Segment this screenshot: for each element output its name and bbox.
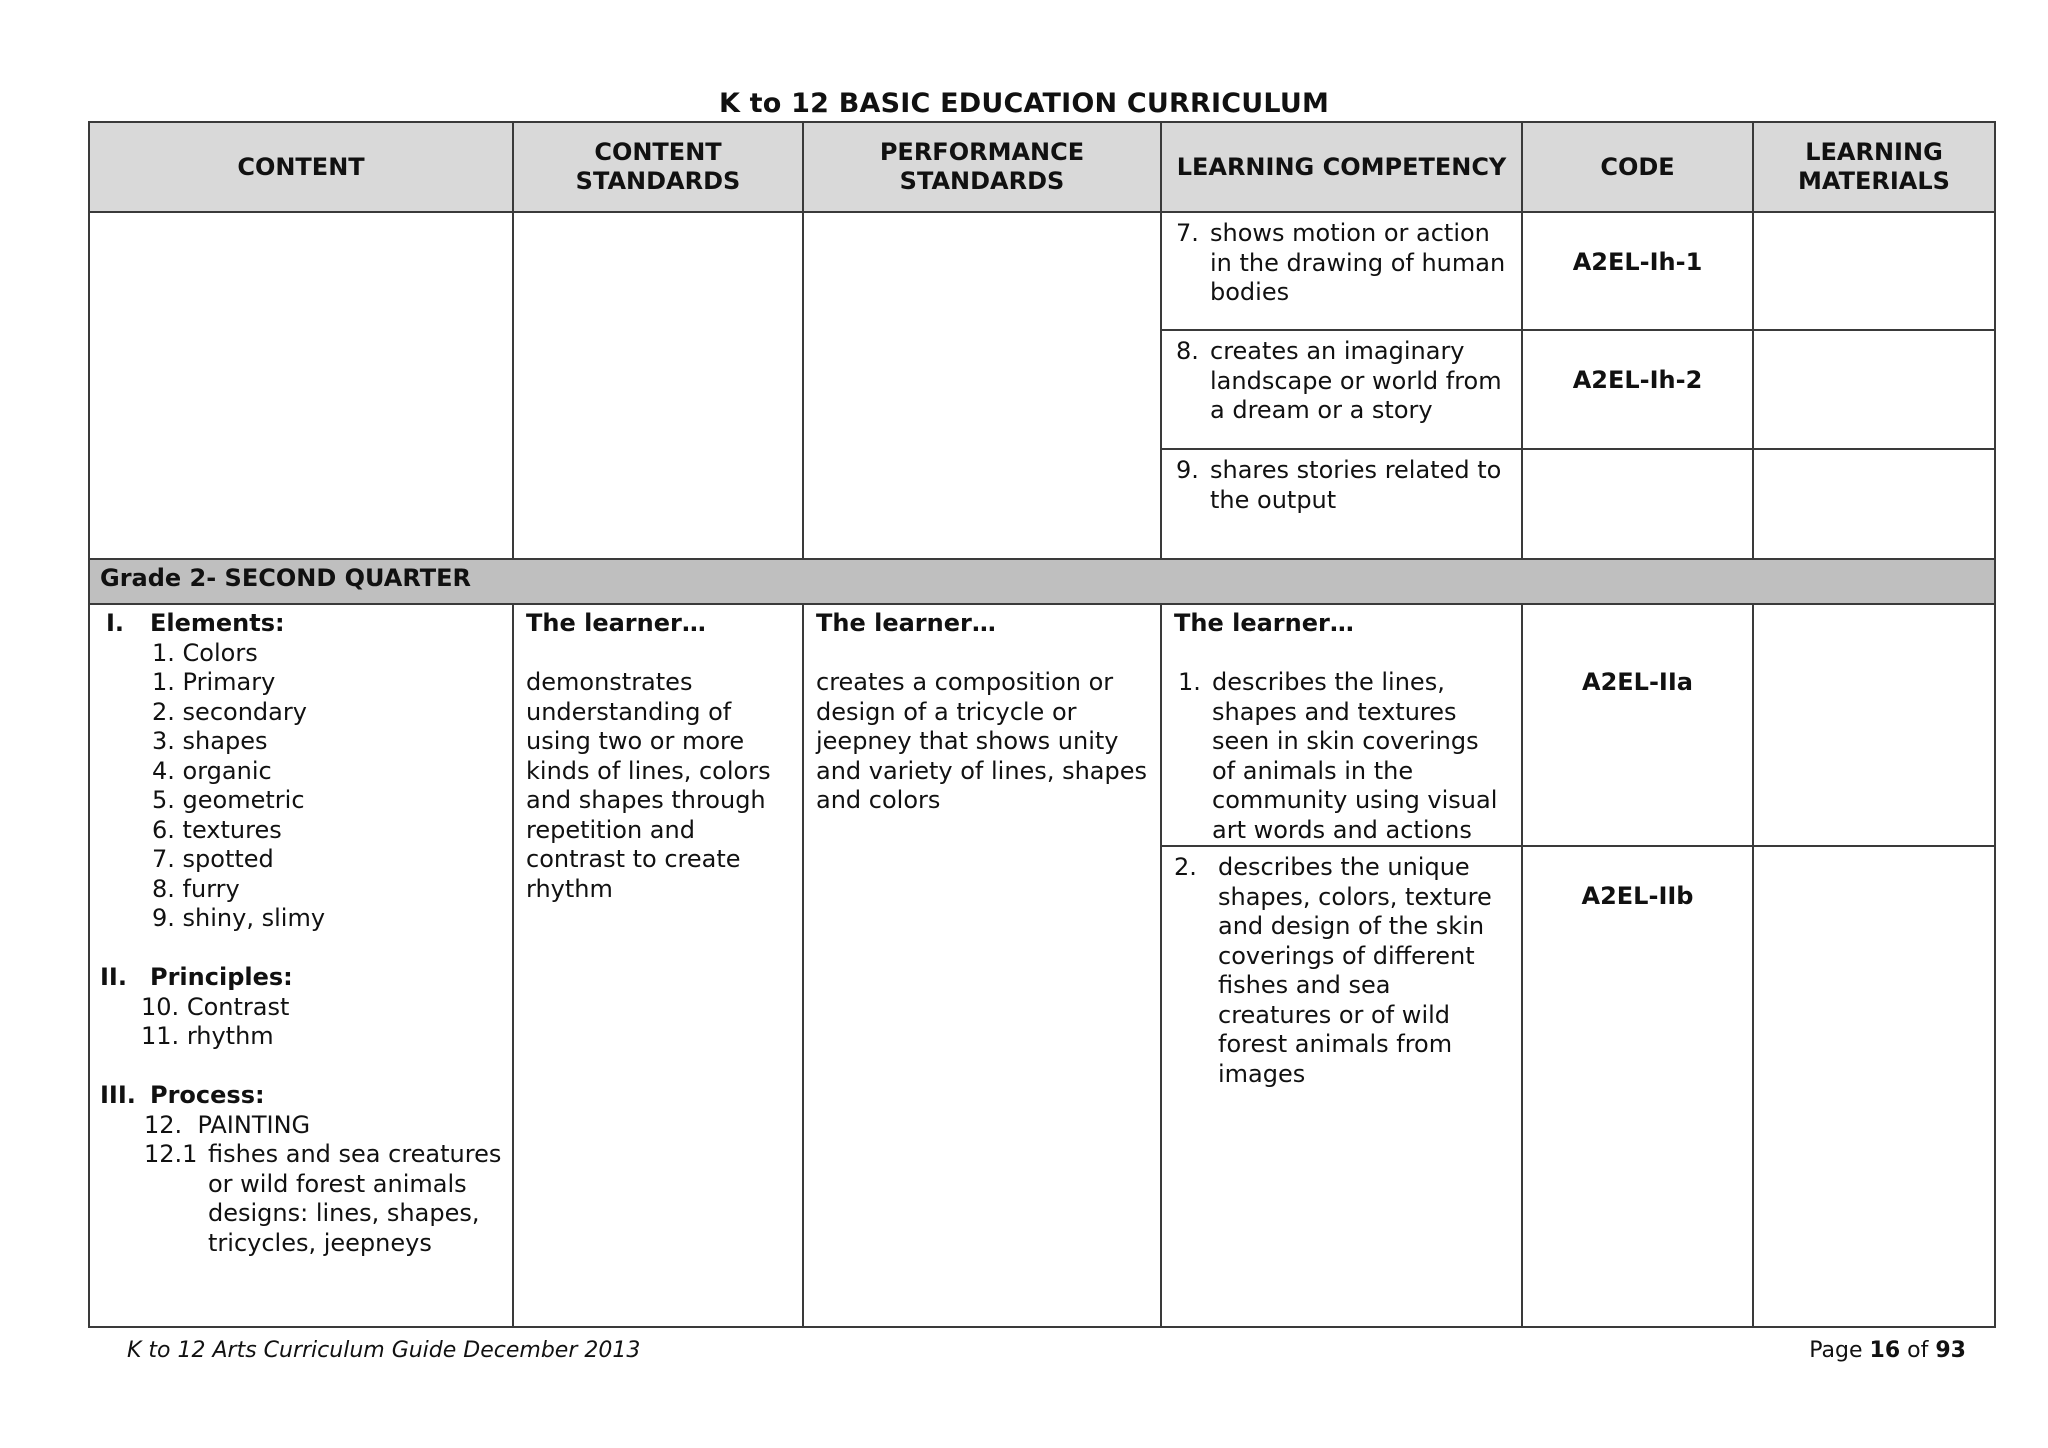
code-cell: A2EL-IIa xyxy=(1522,604,1753,846)
list-item: 1. Colors xyxy=(152,638,258,667)
list-item: 1. Primary xyxy=(152,668,276,696)
empty-performance-cell xyxy=(803,212,1161,559)
outline-heading-principles: II. Principles: xyxy=(100,963,293,991)
materials-cell xyxy=(1753,846,1995,1327)
list-item: 7. spotted xyxy=(152,845,274,873)
content-standards-cell: The learner… demonstrates understanding of using two or more kinds of lines, colors and shapes through repetition and contrast to create rhythm xyxy=(513,604,803,1327)
header-row xyxy=(89,122,1995,212)
header-content: CONTENT xyxy=(89,122,513,212)
list-item: 2. secondary xyxy=(152,697,307,726)
list-item: 10. Contrast xyxy=(141,992,290,1021)
code-cell: A2EL-Ih-1 xyxy=(1522,212,1753,330)
empty-content-standards-cell xyxy=(513,212,803,559)
header-learning-materials: LEARNING MATERIALS xyxy=(1753,122,1995,212)
competency-cell: The learner… 1. describes the lines, shapes and textures seen in skin coverings of animals in the community using visual art words and actions xyxy=(1161,604,1522,846)
table-row xyxy=(89,212,1995,330)
quarter-band: Grade 2- SECOND QUARTER xyxy=(89,559,1995,604)
curriculum-table xyxy=(88,121,1996,1328)
materials-cell xyxy=(1753,604,1995,846)
list-item: 12. PAINTING xyxy=(144,1110,311,1139)
list-item: 9. shiny, slimy xyxy=(152,904,326,932)
competency-cell: 8. creates an imaginary landscape or world from a dream or a story xyxy=(1161,330,1522,449)
list-item: 6. textures xyxy=(152,815,282,844)
list-item: 3. shapes xyxy=(152,727,268,755)
list-item: 5. geometric xyxy=(152,786,305,814)
code-cell: A2EL-Ih-2 xyxy=(1522,330,1753,449)
code-cell: A2EL-IIb xyxy=(1522,846,1753,1327)
list-item: 12.1 fishes and sea creatures or wild forest animals designs: lines, shapes, tricycles, jeepneys xyxy=(144,1140,502,1257)
materials-cell xyxy=(1753,449,1995,559)
competency-cell: 9. shares stories related to the output xyxy=(1161,449,1522,559)
list-item: 8. furry xyxy=(152,874,240,903)
header-content-standards: CONTENT STANDARDS xyxy=(513,122,803,212)
materials-cell xyxy=(1753,212,1995,330)
competency-cell: 2. describes the unique shapes, colors, texture and design of the skin coverings of different fishes and sea creatures or of wild forest animals from images xyxy=(1161,846,1522,1327)
performance-standards-cell: The learner… creates a composition or design of a tricycle or jeepney that shows unity and variety of lines, shapes and colors xyxy=(803,604,1161,1327)
quarter-band-row xyxy=(89,559,1995,604)
elements-list xyxy=(100,639,512,934)
header-learning-competency: LEARNING COMPETENCY xyxy=(1161,122,1522,212)
header-performance-standards: PERFORMANCE STANDARDS xyxy=(803,122,1161,212)
code-cell xyxy=(1522,449,1753,559)
outline-heading-process: III. Process: xyxy=(100,1081,265,1109)
table-row xyxy=(89,604,1995,846)
page-number: Page 16 of 93 xyxy=(1809,1338,1966,1363)
materials-cell xyxy=(1753,330,1995,449)
list-item: 11. rhythm xyxy=(141,1022,274,1050)
outline-heading-elements: I. Elements: xyxy=(106,609,285,637)
header-code: CODE xyxy=(1522,122,1753,212)
empty-content-cell xyxy=(89,212,513,559)
footer-guide-title: K to 12 Arts Curriculum Guide December 2013 xyxy=(127,1338,641,1363)
list-item: 4. organic xyxy=(152,756,272,785)
competency-cell: 7. shows motion or action in the drawing of human bodies xyxy=(1161,212,1522,330)
page-title: K to 12 BASIC EDUCATION CURRICULUM xyxy=(718,88,1330,119)
principles-list xyxy=(100,993,512,1052)
content-outline-cell xyxy=(89,604,513,1327)
